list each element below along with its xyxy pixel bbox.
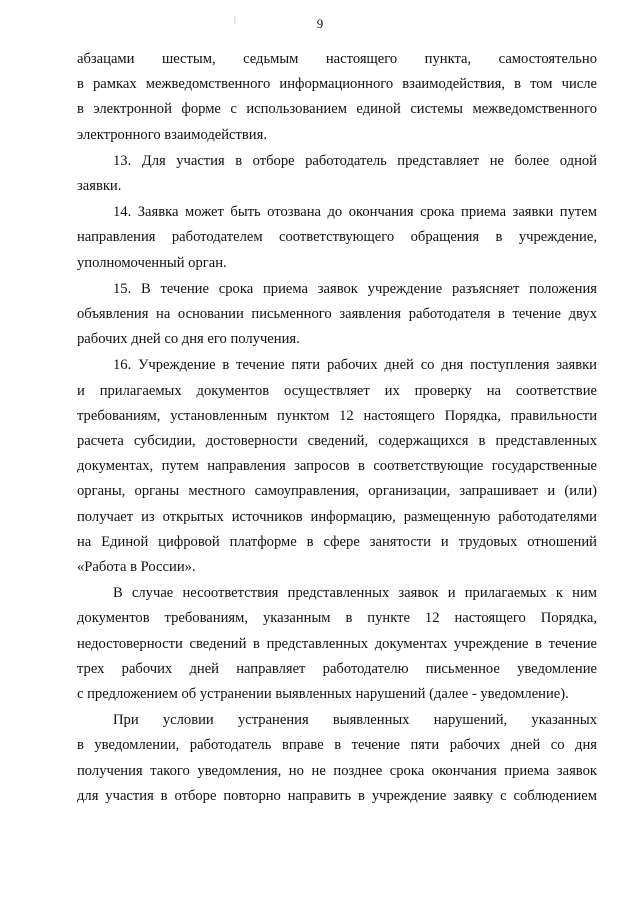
text-line: 15. В течение срока приема заявок учреждение разъясняет положения: [113, 280, 597, 297]
text-line: 14. Заявка может быть отозвана до окончания срока приема заявки путем: [113, 204, 597, 221]
paragraph-item-13: [77, 149, 597, 199]
text-line: получает из открытых источников информацию, размещенную работодателями: [77, 508, 597, 525]
paragraph-item-16-nonconformity: [77, 581, 597, 707]
document-body: [77, 47, 597, 809]
text-line: в уведомлении, работодатель вправе в течение пяти рабочих дней со дня: [77, 737, 597, 754]
paragraph-continuation: [77, 47, 597, 148]
text-line: заявки.: [77, 178, 122, 195]
text-line: электронного взаимодействия.: [77, 126, 267, 143]
header-tick-mark: |: [234, 14, 236, 24]
text-line: требованиям, установленным пунктом 12 настоящего Порядка, правильности: [77, 407, 597, 424]
text-line: уполномоченный орган.: [77, 254, 227, 271]
text-line: для участия в отборе повторно направить в учреждение заявку с соблюдением: [77, 787, 597, 804]
text-line: недостоверности сведений в представленных документах учреждение в течение: [77, 635, 597, 652]
paragraph-item-15: [77, 277, 597, 353]
text-line: В случае несоответствия представленных заявок и прилагаемых к ним: [113, 585, 597, 602]
text-line: При условии устранения выявленных нарушений, указанных: [113, 712, 597, 729]
text-line: направления работодателем соответствующего обращения в учреждение,: [77, 229, 597, 246]
text-line: трех рабочих дней направляет работодателю письменное уведомление: [77, 660, 597, 677]
text-line: «Работа в России».: [77, 559, 196, 576]
text-line: объявления на основании письменного заявления работодателя в течение двух: [77, 306, 597, 323]
text-line: 16. Учреждение в течение пяти рабочих дней со дня поступления заявки: [113, 357, 597, 374]
page-number: 9: [316, 16, 324, 31]
paragraph-item-16-correction: [77, 708, 597, 809]
text-line: в рамках межведомственного информационного взаимодействия, в том числе: [77, 76, 597, 93]
text-line: документах, путем направления запросов в соответствующие государственные: [77, 458, 597, 475]
text-line: документов требованиям, указанным в пункте 12 настоящего Порядка,: [77, 610, 597, 627]
paragraph-item-16: [77, 353, 597, 580]
text-line: 13. Для участия в отборе работодатель представляет не более одной: [113, 152, 597, 169]
text-line: абзацами шестым, седьмым настоящего пункта, самостоятельно: [77, 51, 597, 67]
text-line: с предложением об устранении выявленных нарушений (далее - уведомление).: [77, 686, 569, 703]
text-line: на Единой цифровой платформе в сфере занятости и трудовых отношений: [77, 533, 597, 550]
text-line: в электронной форме с использованием единой системы межведомственного: [77, 101, 597, 118]
text-line: и прилагаемых документов осуществляет их проверку на соответствие: [77, 382, 597, 399]
text-line: получения такого уведомления, но не позднее срока окончания приема заявок: [77, 762, 597, 779]
paragraph-item-14: [77, 200, 597, 276]
text-line: органы, органы местного самоуправления, организации, запрашивает и (или): [77, 483, 597, 500]
text-line: рабочих дней со дня его получения.: [77, 331, 300, 348]
text-line: расчета субсидии, достоверности сведений, содержащихся в представленных: [77, 433, 597, 450]
